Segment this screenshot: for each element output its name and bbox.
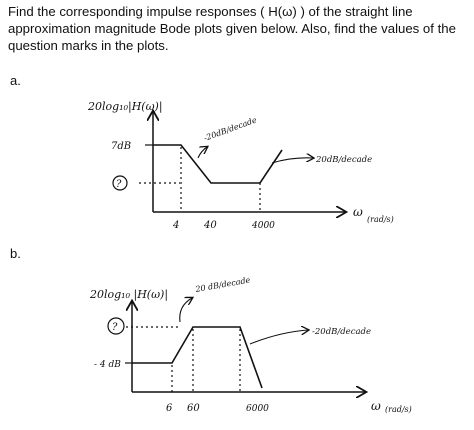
x-tick-a-40: 40 (204, 220, 217, 231)
bode-plot-a (87, 100, 394, 231)
y-axis-label-b: 20log₁₀ |H(ω)| (90, 288, 169, 301)
question-mark-a: ? (116, 179, 122, 190)
x-tick-b-6: 6 (166, 403, 173, 414)
x-tick-b-60: 60 (187, 403, 200, 414)
x-axis-unit-b: (rad/s) (385, 405, 412, 414)
x-tick-a-4: 4 (173, 220, 180, 231)
slope-up-label-b: 20 dB/decade (194, 275, 251, 294)
level-label-b: - 4 dB (94, 360, 121, 370)
magnitude-curve-a (153, 145, 282, 183)
x-axis-label-a: ω (353, 205, 363, 219)
magnitude-curve-b (132, 327, 262, 388)
x-tick-b-6000: 6000 (246, 404, 269, 414)
slope-up-label-a: 20dB/decade (316, 155, 373, 165)
x-axis-unit-a: (rad/s) (367, 215, 394, 224)
part-a-label: a. (10, 73, 21, 88)
question-text: Find the corresponding impulse responses ( H(ω) ) of the straight line approximation magnitude Bode plots given below. Also, find the values of the question marks in the plots. (8, 4, 456, 53)
part-b-label: b. (10, 246, 21, 261)
bode-plot-b (89, 275, 412, 414)
slope-down-label-a: -20dB/decade (202, 115, 258, 143)
level-label-a: 7dB (111, 141, 132, 152)
y-axis-label-a: 20log₁₀|H(ω)| (88, 100, 163, 113)
x-tick-a-4000: 4000 (252, 221, 275, 231)
question-mark-b: ? (112, 322, 118, 333)
slope-down-label-b: -20dB/decade (312, 327, 372, 337)
x-axis-label-b: ω (371, 399, 381, 413)
